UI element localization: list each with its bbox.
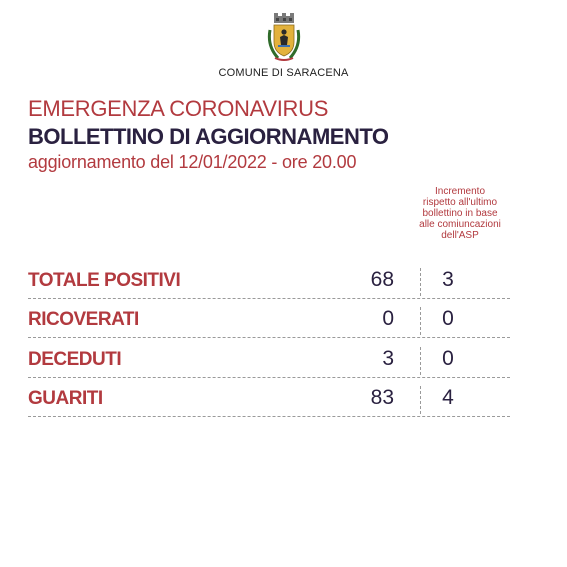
note-line: alle comiuncazioni: [419, 219, 501, 230]
row-label: TOTALE POSITIVI: [28, 270, 181, 291]
note-line: bollettino in base: [422, 208, 498, 219]
note-line: rispetto all'ultimo: [422, 197, 498, 208]
row-label: GUARITI: [28, 388, 103, 409]
row-increment: 4: [442, 386, 454, 409]
row-increment: 0: [442, 347, 454, 370]
row-label: DECEDUTI: [28, 349, 122, 370]
municipality-name: COMUNE DI SARACENA: [218, 67, 349, 79]
table-row-total-positive: [28, 266, 510, 299]
table-row-hospitalized: [28, 305, 510, 338]
emergency-title: EMERGENZA CORONAVIRUS: [28, 96, 329, 121]
row-increment: 3: [442, 268, 454, 291]
bulletin-title: BOLLETTINO DI AGGIORNAMENTO: [28, 124, 389, 149]
row-label: RICOVERATI: [28, 309, 139, 330]
increment-column-note: [410, 186, 510, 241]
row-value: 3: [382, 347, 394, 370]
row-value: 83: [370, 386, 394, 409]
row-increment: 0: [442, 307, 454, 330]
update-timestamp: aggiornamento del 12/01/2022 - ore 20.00: [28, 152, 357, 172]
note-line: dell'ASP: [441, 230, 479, 241]
row-value: 0: [382, 307, 394, 330]
table-row-deceased: [28, 345, 510, 378]
row-value: 68: [370, 268, 394, 291]
note-line: Incremento: [434, 186, 486, 197]
coat-of-arms-icon: [266, 12, 302, 64]
table-row-recovered: [28, 384, 510, 417]
